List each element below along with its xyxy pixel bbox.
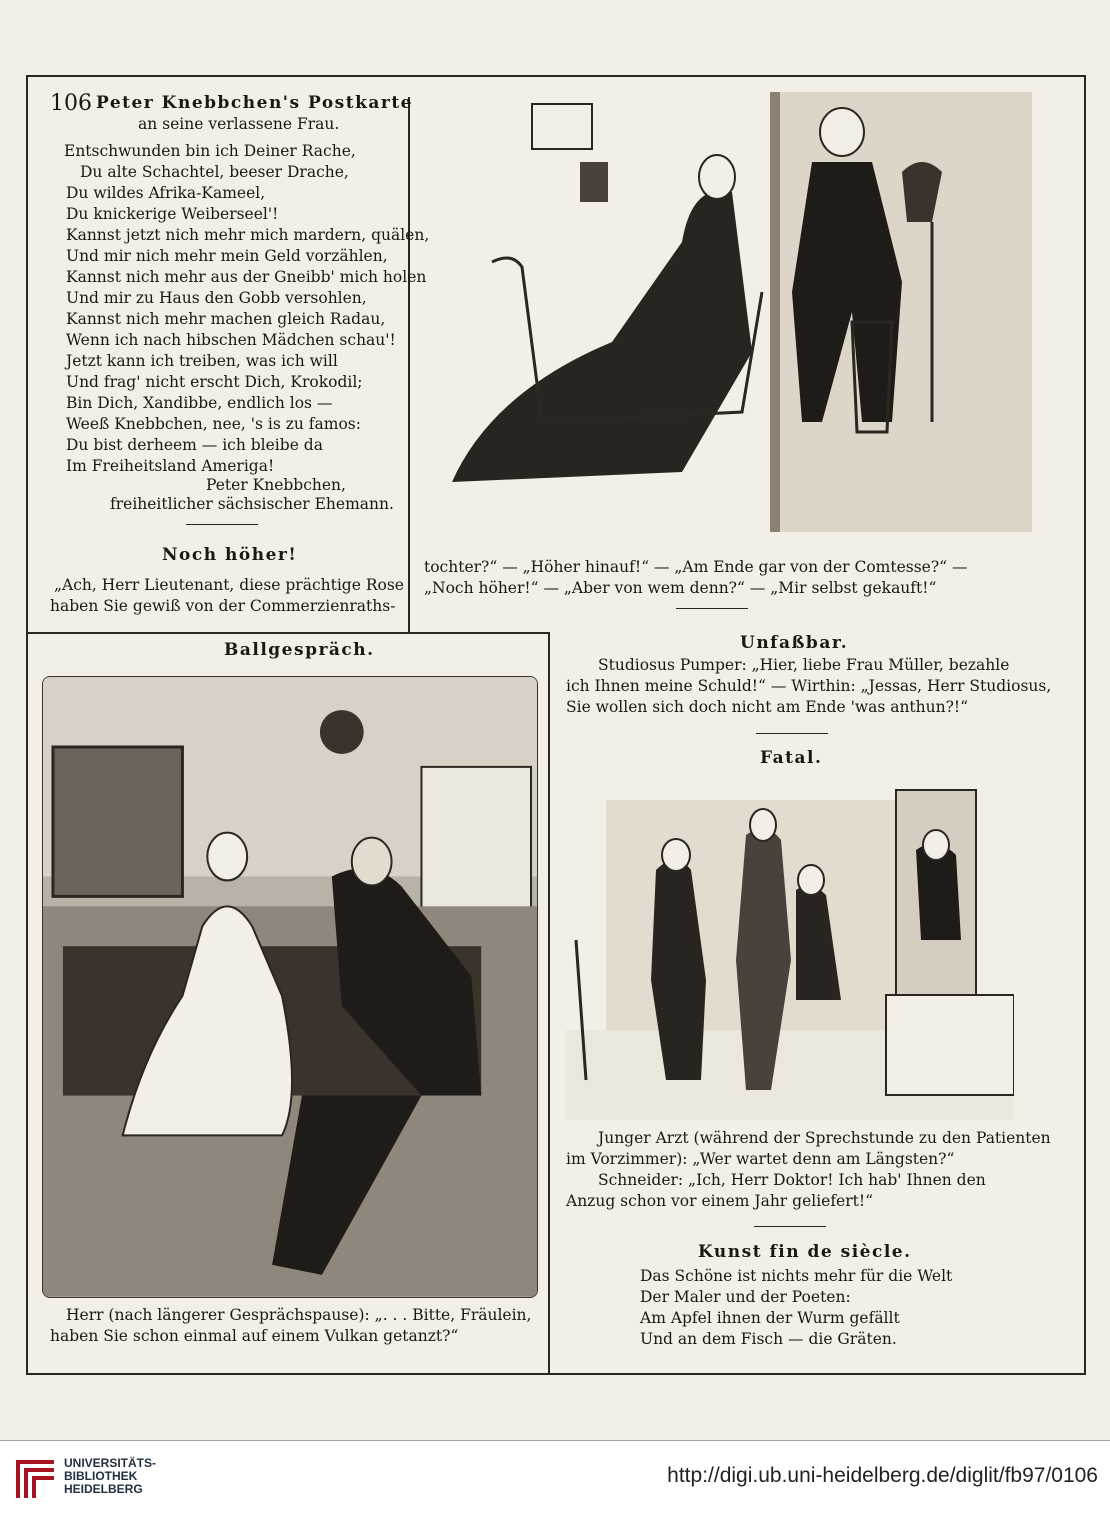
kunst-line: Und an dem Fisch — die Gräten. bbox=[640, 1330, 897, 1348]
signature-title: freiheitlicher sächsischer Ehemann. bbox=[110, 495, 394, 513]
illustration-drawing bbox=[566, 780, 1014, 1120]
footer-bar bbox=[0, 1440, 1110, 1520]
poem-line: Jetzt kann ich treiben, was ich will bbox=[66, 352, 338, 370]
poem-line: Wenn ich nach hibschen Mädchen schau'! bbox=[66, 331, 396, 349]
noch-hoeher-continuation: „Noch höher!“ — „Aber von wem denn?“ — „Mir selbst gekauft!“ bbox=[424, 579, 937, 597]
noch-hoeher-line: haben Sie gewiß von der Commerzienraths- bbox=[50, 597, 396, 615]
poem-line: Kannst jetzt nich mehr mich mardern, quälen, bbox=[66, 226, 430, 244]
fatal-title: Fatal. bbox=[760, 748, 823, 768]
poem-line: Und mir nich mehr mein Geld vorzählen, bbox=[66, 247, 388, 265]
poem-line: Und mir zu Haus den Gobb versohlen, bbox=[66, 289, 367, 307]
illustration-drawing bbox=[43, 677, 537, 1297]
ballgespraech-caption: haben Sie schon einmal auf einem Vulkan getanzt?“ bbox=[50, 1327, 459, 1345]
poem-line: Im Freiheitsland Ameriga! bbox=[66, 457, 275, 475]
fatal-line: im Vorzimmer): „Wer wartet denn am Längsten?“ bbox=[566, 1150, 955, 1168]
poem-line: Du alte Schachtel, beeser Drache, bbox=[80, 163, 349, 181]
poem-line: Bin Dich, Xandibbe, endlich los — bbox=[66, 394, 333, 412]
unfassbar-line: Studiosus Pumper: „Hier, liebe Frau Müller, bezahle bbox=[598, 656, 1010, 674]
poem-line: Du bist derheem — ich bleibe da bbox=[66, 436, 323, 454]
illustration-officer-and-lady bbox=[432, 92, 1032, 532]
unfassbar-line: ich Ihnen meine Schuld!“ — Wirthin: „Jessas, Herr Studiosus, bbox=[566, 677, 1052, 695]
fatal-line: Junger Arzt (während der Sprechstunde zu den Patienten bbox=[598, 1129, 1051, 1147]
poem-line: Du knickerige Weiberseel'! bbox=[66, 205, 279, 223]
library-name-line: HEIDELBERG bbox=[64, 1482, 143, 1496]
unfassbar-line: Sie wollen sich doch nicht am Ende 'was anthun?!“ bbox=[566, 698, 969, 716]
kunst-line: Am Apfel ihnen der Wurm gefällt bbox=[640, 1309, 900, 1327]
column-divider-bottom bbox=[548, 632, 550, 1373]
postkarte-title: Peter Knebbchen's Postkarte bbox=[96, 93, 413, 113]
rule bbox=[756, 733, 828, 734]
kunst-line: Der Maler und der Poeten: bbox=[640, 1288, 851, 1306]
university-library-logo-icon bbox=[14, 1458, 58, 1502]
library-name bbox=[64, 1457, 156, 1496]
poem-line: Entschwunden bin ich Deiner Rache, bbox=[64, 142, 356, 160]
rule bbox=[754, 1226, 826, 1227]
unfassbar-title: Unfaßbar. bbox=[740, 633, 849, 653]
rule bbox=[676, 608, 748, 609]
footer-divider bbox=[0, 1440, 1110, 1441]
library-name-line: BIBLIOTHEK bbox=[64, 1469, 138, 1483]
poem-line: Du wildes Afrika-Kameel, bbox=[66, 184, 266, 202]
column-divider-top bbox=[408, 97, 410, 632]
illustration-doctors-waiting-room bbox=[566, 780, 1014, 1120]
section-divider-left bbox=[28, 632, 548, 634]
kunst-title: Kunst fin de siècle. bbox=[698, 1242, 912, 1262]
illustration-ball-conversation bbox=[42, 676, 538, 1298]
poem-line: Kannst nich mehr machen gleich Radau, bbox=[66, 310, 386, 328]
poem-line: Kannst nich mehr aus der Gneibb' mich holen bbox=[66, 268, 427, 286]
postkarte-subtitle: an seine verlassene Frau. bbox=[138, 115, 340, 133]
fatal-line: Schneider: „Ich, Herr Doktor! Ich hab' Ihnen den bbox=[598, 1171, 986, 1189]
ballgespraech-caption: Herr (nach längerer Gesprächspause): „. . . Bitte, Fräulein, bbox=[66, 1306, 532, 1324]
rule bbox=[186, 524, 258, 525]
noch-hoeher-continuation: tochter?“ — „Höher hinauf!“ — „Am Ende gar von der Comtesse?“ — bbox=[424, 558, 968, 576]
document-url[interactable]: http://digi.ub.uni-heidelberg.de/diglit/fb97/0106 bbox=[667, 1464, 1098, 1487]
fatal-line: Anzug schon vor einem Jahr geliefert!“ bbox=[566, 1192, 874, 1210]
ballgespraech-title: Ballgespräch. bbox=[224, 640, 375, 660]
poem-line: Und frag' nicht erscht Dich, Krokodil; bbox=[66, 373, 363, 391]
library-name-line: UNIVERSITÄTS- bbox=[64, 1456, 157, 1470]
noch-hoeher-line: „Ach, Herr Lieutenant, diese prächtige Rose bbox=[54, 576, 404, 594]
signature-name: Peter Knebbchen, bbox=[206, 476, 346, 494]
illustration-drawing bbox=[432, 92, 1032, 532]
page-number: 106 bbox=[50, 91, 92, 116]
poem-line: Weeß Knebbchen, nee, 's is zu famos: bbox=[66, 415, 361, 433]
noch-hoeher-title: Noch höher! bbox=[162, 545, 298, 565]
kunst-line: Das Schöne ist nichts mehr für die Welt bbox=[640, 1267, 953, 1285]
